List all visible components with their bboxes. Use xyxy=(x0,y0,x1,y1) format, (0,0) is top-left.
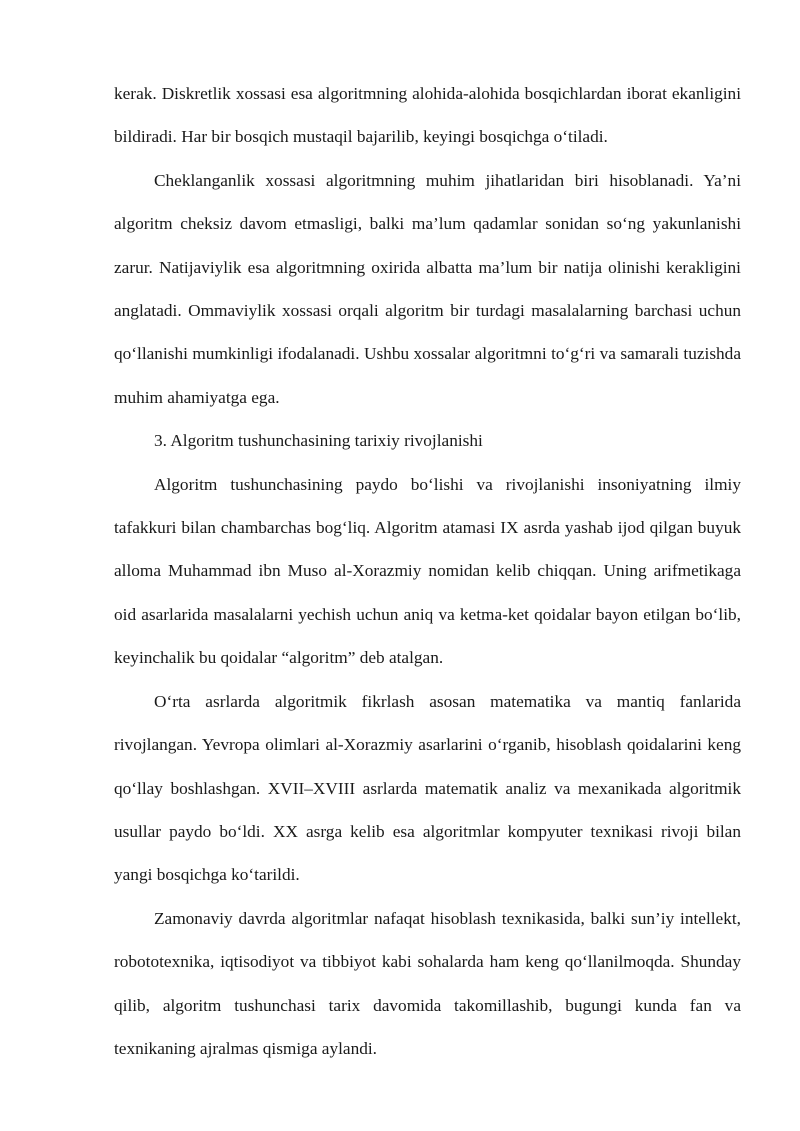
document-page xyxy=(114,72,741,1070)
paragraph-middle-ages: O‘rta asrlarda algoritmik fikrlash asosan matematika va mantiq fanlarida rivojlangan. Yevropa olimlari al-Xorazmiy asarlarini o‘rganib, hisoblash qoidalarini keng qo‘llay boshlashgan. XVII–XVIII asrlarda matematik analiz va mexanikada algoritmik usullar paydo bo‘ldi. XX asrga kelib esa algoritmlar kompyuter texnikasi rivoji bilan yangi bosqichga ko‘tarildi. xyxy=(114,691,741,885)
paragraph-properties: Cheklanganlik xossasi algoritmning muhim jihatlaridan biri hisoblanadi. Ya’ni algoritm cheksiz davom etmasligi, balki ma’lum qadamlar sonidan so‘ng yakunlanishi zarur. Natijaviylik esa algoritmning oxirida albatta ma’lum bir natija olinishi kerakligini anglatadi. Ommaviylik xossasi orqali algoritm bir turdagi masalalarning barchasi uchun qo‘llanishi mumkinligi ifodalanadi. Ushbu xossalar algoritmni to‘g‘ri va samarali tuzishda muhim ahamiyatga ega. xyxy=(114,170,741,407)
paragraph-continuation: kerak. Diskretlik xossasi esa algoritmning alohida-alohida bosqichlardan iborat ekanligini bildiradi. Har bir bosqich mustaqil bajarilib, keyingi bosqichga o‘tiladi. xyxy=(114,84,741,147)
paragraph-modern: Zamonaviy davrda algoritmlar nafaqat hisoblash texnikasida, balki sun’iy intellekt, robototexnika, iqtisodiyot va tibbiyot kabi sohalarda ham keng qo‘llanilmoqda. Shunday qilib, algoritm tushunchasi tarix davomida takomillashib, bugungi kunda fan va texnikaning ajralmas qismiga aylandi. xyxy=(114,908,741,1058)
section-heading: 3. Algoritm tushunchasining tarixiy rivojlanishi xyxy=(154,431,483,451)
paragraph-origin: Algoritm tushunchasining paydo bo‘lishi va rivojlanishi insoniyatning ilmiy tafakkuri bilan chambarchas bog‘liq. Algoritm atamasi IX asrda yashab ijod qilgan buyuk alloma Muhammad ibn Muso al-Xorazmiy nomidan kelib chiqqan. Uning arifmetikaga oid asarlarida masalalarni yechish uchun aniq va ketma-ket qoidalar bayon etilgan bo‘lib, keyinchalik bu qoidalar “algoritm” deb atalgan. xyxy=(114,474,741,668)
